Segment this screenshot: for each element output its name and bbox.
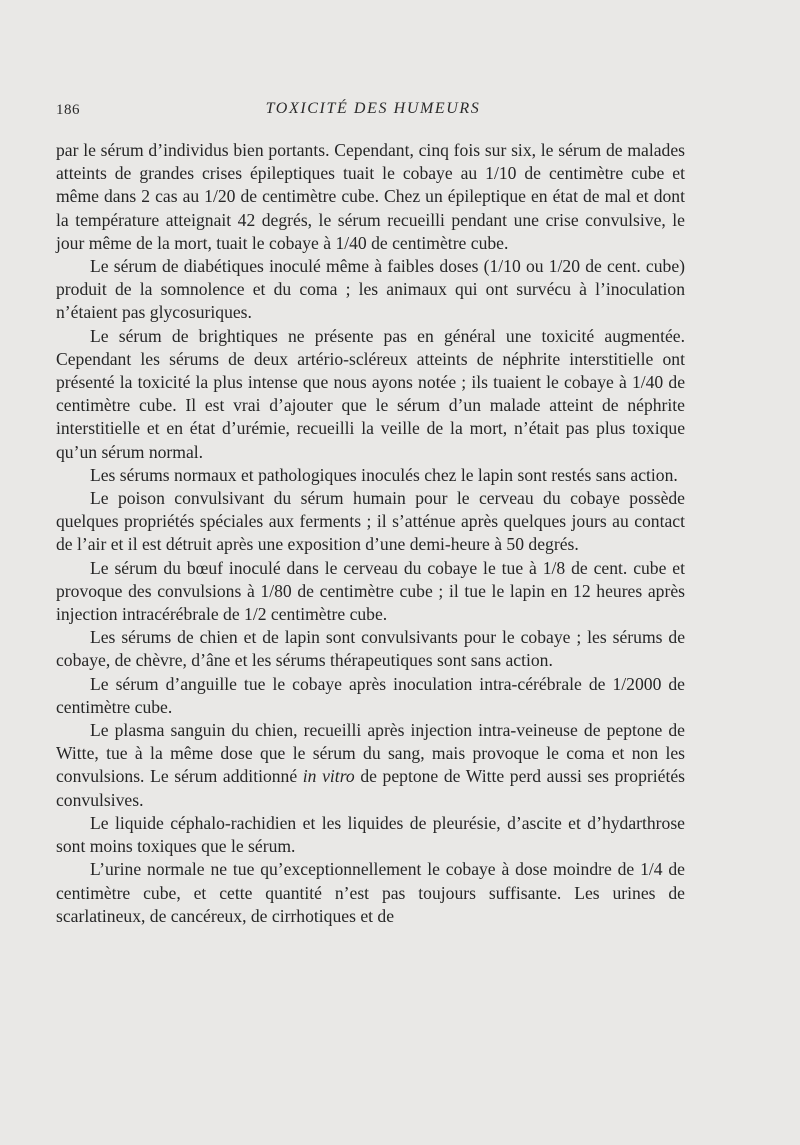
paragraph-body-fluids: Le liquide céphalo-rachidien et les liquides de pleurésie, d’ascite et d’hydarthrose sont moins toxiques que le sérum. — [56, 812, 685, 857]
paragraph-continued: par le sérum d’individus bien portants. Cependant, cinq fois sur six, le sérum de malades atteints de grandes crises épileptiques tuait le cobaye au 1/10 de centimètre cube et même dans 2 cas au 1/20 de centimètre cube. Chez un épileptique en état de mal et dont la température atteignait 42 degrés, le sérum recueilli pendant une crise convulsive, le jour même de la mort, tuait le cobaye à 1/40 de centimètre cube. — [56, 140, 685, 253]
paragraph-convulsive-poison: Le poison convulsivant du sérum humain pour le cerveau du cobaye possède quelques propriétés spéciales aux ferments ; il s’atténue après quelques jours au contact de l’air et il est détruit après une exposition d’une demi-heure à 50 degrés. — [56, 488, 685, 555]
paragraph-dog-rabbit-serum: Les sérums de chien et de lapin sont convulsivants pour le cobaye ; les sérums de cobaye, de chèvre, d’âne et les sérums thérapeutiques sont sans action. — [56, 627, 685, 671]
paragraph-diabetic-serum: Le sérum de diabétiques inoculé même à faibles doses (1/10 ou 1/20 de cent. cube) produit de la somnolence et du coma ; les animaux qui ont survécu à l’inoculation n’étaient pas glycosuriques. — [56, 256, 685, 323]
paragraph-brightic-serum: Le sérum de brightiques ne présente pas en général une toxicité augmentée. Cependant les sérums de deux artério-scléreux atteints de néphrite interstitielle ont présenté la toxicité la plus intense que nous ayons notée ; ils tuaient le cobaye à 1/40 de centimètre cube. Il est vrai d’ajouter que le sérum d’un malade atteint de néphrite interstitielle et en état d’urémie, recueilli la veille de la mort, n’était pas plus toxique qu’un sérum normal. — [56, 325, 685, 462]
paragraph-ox-serum: Le sérum du bœuf inoculé dans le cerveau du cobaye le tue à 1/8 de cent. cube et provoque des convulsions à 1/80 de centimètre cube ; il tue le lapin en 12 heures après injection intracérébrale de 1/2 centimètre cube. — [56, 557, 685, 625]
page-number: 186 — [56, 102, 80, 118]
italic-in-vitro: in vitro — [302, 766, 355, 787]
page-header — [56, 98, 690, 124]
running-title: TOXICITÉ DES HUMEURS — [265, 100, 481, 117]
paragraph-dog-plasma — [56, 719, 685, 812]
paragraph-eel-serum: Le sérum d’anguille tue le cobaye après inoculation intra-cérébrale de 1/2000 de centimètre cube. — [56, 673, 685, 717]
paragraph-rabbit-inoculation: Les sérums normaux et pathologiques inoculés chez le lapin sont restés sans action. — [90, 464, 678, 485]
paragraph-dog-plasma-part-2: de peptone de Witte perd aussi ses propriétés convulsives. — [56, 766, 685, 810]
body-text — [56, 139, 685, 928]
paragraph-dog-plasma-part-1: Le plasma sanguin du chien, recueilli après injection intra-veineuse de peptone de Witte, tue à la même dose que le sérum du sang, mais provoque le coma et non les convulsions. Le sérum additionné — [56, 720, 685, 787]
paragraph-urine: L’urine normale ne tue qu’exceptionnellement le cobaye à dose moindre de 1/4 de centimètre cube, et cette quantité n’est pas toujours suffisante. Les urines de scarlatineux, de cancéreux, de cirrhotiques et de — [56, 859, 685, 926]
